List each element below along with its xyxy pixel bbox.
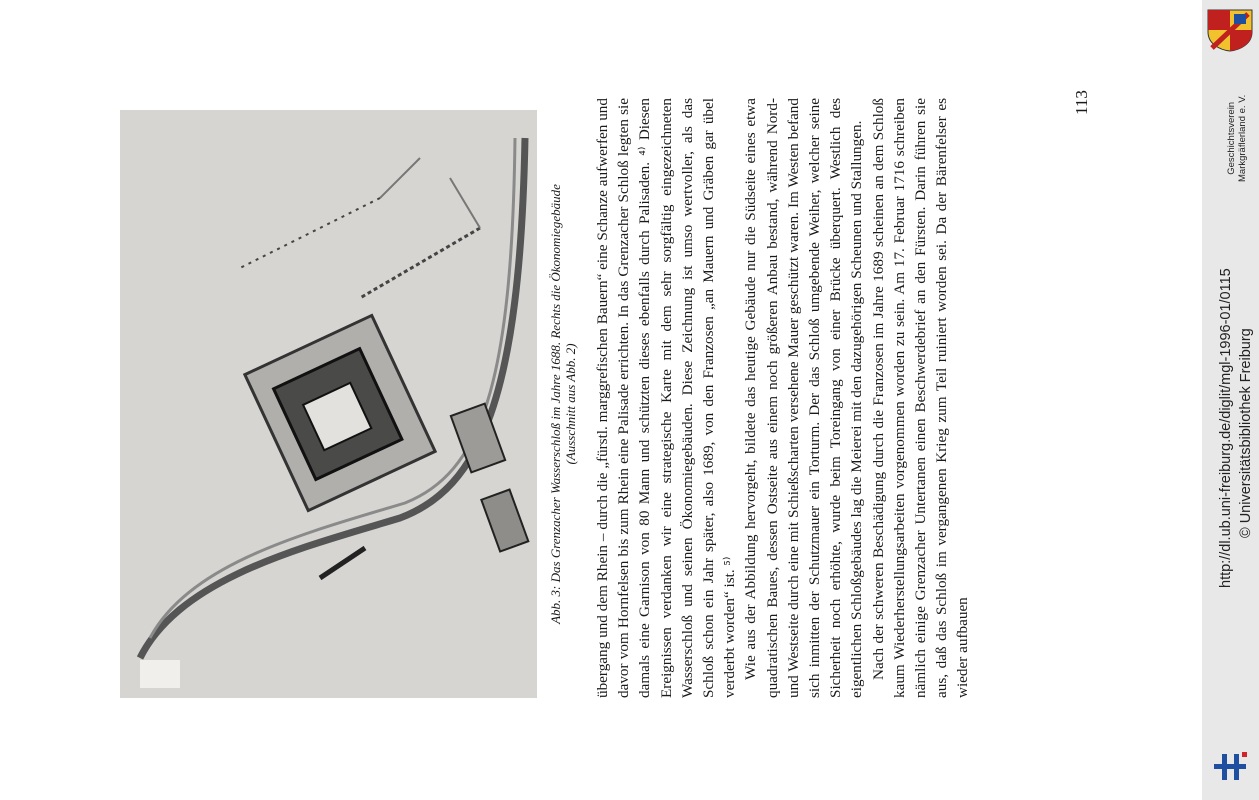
caption-sub: (Ausschnitt aus Abb. 2) [563,343,578,465]
society-name [1226,95,1248,182]
paragraph: Nach der schweren Beschädigung durch die Franzosen im Jahre 1689 scheinen an dem Schloß kaum Wiederherstellungsarbeiten vorgenommen worden zu sein. Am 17. Februar 1716 schreiben nämlich einige Grenzacher Untertanen einen Beschwerdebrief an den Fürsten. Darin führen sie aus, daß das Schloß im vergangenen Krieg zum Teil ruiniert worden sei. Da der Bärenfelser es wieder aufbauen [869,98,972,698]
paragraph: Wie aus der Abbildung hervorgeht, bildete das heutige Gebäude nur die Südseite eines etwa quadratischen Baues, dessen Ostseite aus einem noch größeren Anbau bestand, während Nord- und Westseite durch eine mit Schießscharten versehene Mauer geschützt waren. Im Westen befand sich inmitten der Schutzmauer ein Torturm. Der das Schloß umgebende Weiher, welcher seine Sicherheit noch erhöhte, wurde beim Toreingang von einer Brücke überquert. Westlich des eigentlichen Schloßgebäudes lag die Meierei mit den dazugehörigen Scheunen und Stallungen. [742,98,866,698]
castle-sketch-icon [120,110,537,698]
coat-of-arms-icon [1206,8,1254,52]
ub-freiburg-logo-icon [1208,748,1252,784]
page-number: 113 [1072,90,1091,115]
copyright-notice: © Universitätsbibliothek Freiburg [1238,328,1254,538]
caption-main: Abb. 3: Das Grenzacher Wasserschloß im Jahre 1688. Rechts die Ökonomiegebäude [548,184,563,624]
society-line: Markgräflerland e. V. [1237,94,1248,182]
society-line: Geschichtsverein [1226,101,1237,175]
body-text [592,98,974,698]
castle-drawing-image [120,110,537,698]
paragraph: übergang und dem Rhein – durch die „fürstl. marggrefischen Bauern“ eine Schanze aufwerfen und davor vom Hornfelsen bis zum Rhein eine Palisade errichten. In das Grenzacher Schloß legten sie damals eine Garnison von 80 Mann und schützten dieses ebenfalls durch Palisaden. ⁴⁾ Diesen Ereignissen verdanken wir eine strategische Karte mit dem sehr sorgfältig eingezeichneten Wasserschloß und seinen Ökonomiegebäuden. Diese Zeichnung ist umso wertvoller, als das Schloß schon ein Jahr später, also 1689, von den Franzosen „an Mauern und Gräben gar übel verderbt worden“ ist. ⁵⁾ [594,98,739,698]
permalink-url[interactable]: http://dl.ub.uni-freiburg.de/diglit/mgl-1996-01/0115 [1218,268,1234,588]
figure-caption [548,110,578,698]
